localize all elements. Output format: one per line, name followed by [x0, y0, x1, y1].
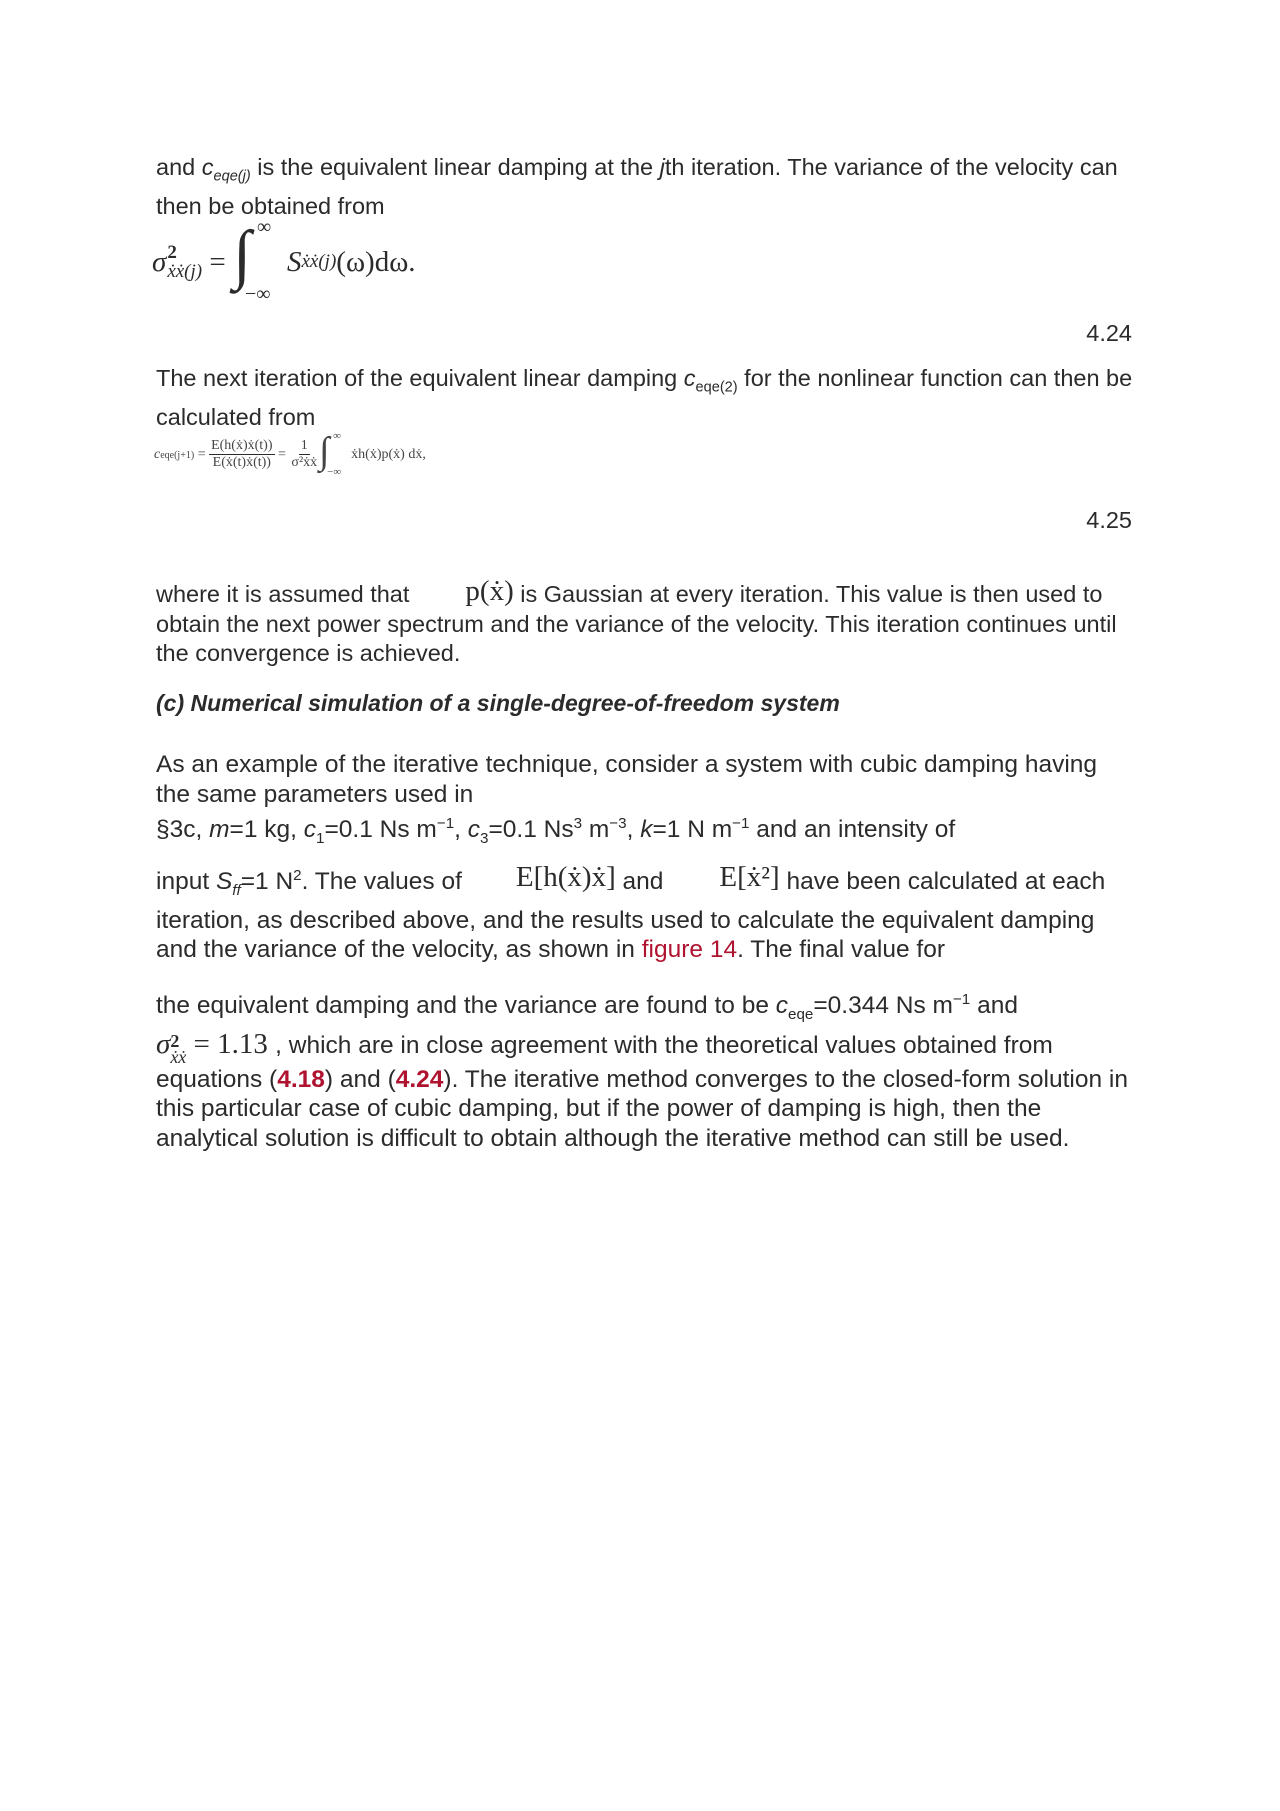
text: and [970, 992, 1018, 1020]
text: =1 N [240, 868, 294, 896]
superscript: 2 [293, 867, 302, 884]
symbol-c: c [683, 365, 696, 391]
text: is Gaussian at every iteration. This value is then used to obtain the next power spectrum and the variance of the velocity. This iteration continues until the convergence is achieved. [156, 581, 1117, 666]
integrand: ẋh(ẋ)p(ẋ) dẋ, [351, 447, 426, 462]
text: and an intensity of [749, 816, 956, 844]
text: =1 N m [652, 816, 733, 844]
equals: = [274, 447, 290, 462]
symbol-m: m [209, 816, 230, 844]
text: where it is assumed that [156, 581, 410, 607]
fraction-expectation [209, 439, 274, 470]
paragraph-final-values [156, 985, 1136, 1153]
text: m [582, 816, 610, 844]
symbol-c3: c [467, 816, 481, 844]
subscript: eqe(j+1) [160, 449, 195, 461]
equation-number: 4.24 [1086, 320, 1132, 346]
paragraph-values [156, 861, 1136, 965]
paragraph-intro [156, 153, 1136, 222]
superscript: 2 [167, 242, 177, 263]
superscript: 2 [170, 1030, 180, 1051]
text: have been calculated at each iteration, as described above, and the results used to calculate the equivalent damping and the variance of the velocity, as shown in [156, 868, 1106, 964]
symbol-c: c [775, 992, 788, 1020]
numerator: 1 [300, 438, 308, 454]
text: . The final value for [737, 936, 946, 964]
superscript: 3 [573, 815, 583, 832]
text: th iteration. The variance of the velocity can then be obtained from [156, 154, 1118, 220]
equation-4-24-link[interactable]: 4.24 [395, 1065, 444, 1093]
lower-limit: −∞ [327, 466, 342, 478]
symbol-k: k [640, 816, 653, 844]
superscript: −1 [732, 815, 750, 832]
text: =0.1 Ns [488, 816, 574, 844]
text: §3c, [156, 816, 210, 844]
text: for the nonlinear function can then be calculated from [156, 365, 1133, 431]
text: ) and ( [324, 1065, 396, 1093]
text: , which are in close agreement with the theoretical values obtained from equations ( [156, 1031, 1053, 1093]
subscript: ff [232, 882, 241, 900]
subscript: eqe(j) [213, 168, 251, 185]
equals: = [194, 447, 210, 462]
text: ). The iterative method converges to the closed-form solution in this particular case of cubic damping, but if the power of damping is high, then the analytical solution is difficult to obtain although the iterative method can still be used. [156, 1065, 1128, 1152]
subscript: eqe(2) [695, 379, 738, 396]
symbol-c1: c [303, 816, 317, 844]
formula-expectation-h: E[h(ẋ)ẋ] [515, 861, 616, 894]
subscript: eqe [788, 1006, 814, 1024]
symbol-c: c [201, 154, 214, 180]
equation-4-24 [152, 216, 416, 305]
superscript: −1 [436, 815, 455, 832]
text: =0.344 Ns m [813, 992, 953, 1020]
text: , [626, 816, 641, 844]
variance-value: = 1.13 [186, 1027, 268, 1060]
text: As an example of the iterative technique, consider a system with cubic damping having the same parameters used in [156, 751, 1098, 808]
paragraph-next-iteration [156, 364, 1136, 433]
equals: = [202, 245, 233, 278]
equation-4-18-link[interactable]: 4.18 [277, 1065, 325, 1093]
text: =1 kg, [229, 816, 304, 844]
subscript: ẋẋ(j) [301, 251, 337, 272]
integral-sign: ∫ ∞ −∞ [232, 216, 272, 305]
paragraph-example [156, 750, 1136, 854]
text: the equivalent damping and the variance are found to be [156, 992, 776, 1020]
sigma-symbol: σ [156, 1027, 171, 1060]
paragraph-gaussian [156, 577, 1136, 669]
superscript: −3 [609, 815, 627, 832]
equation-number: 4.25 [1086, 507, 1132, 533]
text: The next iteration of the equivalent linear damping [156, 365, 684, 391]
subscript: ẋẋ(j) [167, 261, 203, 282]
text: . The values of [301, 868, 462, 896]
integral-sign: ∫ ∞ −∞ [319, 430, 342, 478]
symbol-j: j [659, 154, 665, 180]
subscript: 1 [316, 830, 325, 848]
symbol-S: S [215, 868, 233, 896]
upper-limit: ∞ [333, 430, 342, 442]
text: input [156, 868, 216, 896]
text: =0.1 Ns m [324, 816, 437, 844]
sigma-symbol: σ [152, 245, 167, 278]
subscript: 3 [480, 830, 489, 848]
numerator: E(h(ẋ)ẋ(t)) [211, 438, 273, 454]
formula-expectation-x2: E[ẋ²] [719, 861, 780, 894]
spectrum-symbol: S [286, 245, 302, 278]
formula-sigma-value [156, 1027, 275, 1067]
subscript: ẋẋ [170, 1046, 187, 1067]
lower-limit: −∞ [244, 283, 271, 305]
fraction-variance [289, 439, 319, 470]
symbol-c: c [154, 447, 161, 462]
upper-limit: ∞ [256, 216, 272, 238]
text: is the equivalent linear damping at the [250, 154, 660, 180]
text: , [454, 816, 468, 844]
equation-4-25 [154, 432, 426, 478]
denominator: σ²ẋẋ [291, 455, 318, 471]
superscript: −1 [952, 991, 971, 1008]
denominator: E(ẋ(t)ẋ(t)) [212, 455, 271, 471]
equation-text: (ω)dω. [336, 245, 416, 278]
text: and [156, 154, 202, 180]
section-heading: (c) Numerical simulation of a single-degree-of-freedom system [156, 690, 840, 716]
formula-p-xdot: p(ẋ) [465, 575, 514, 607]
figure-14-link[interactable]: figure 14 [641, 936, 738, 964]
text: and [615, 868, 664, 896]
